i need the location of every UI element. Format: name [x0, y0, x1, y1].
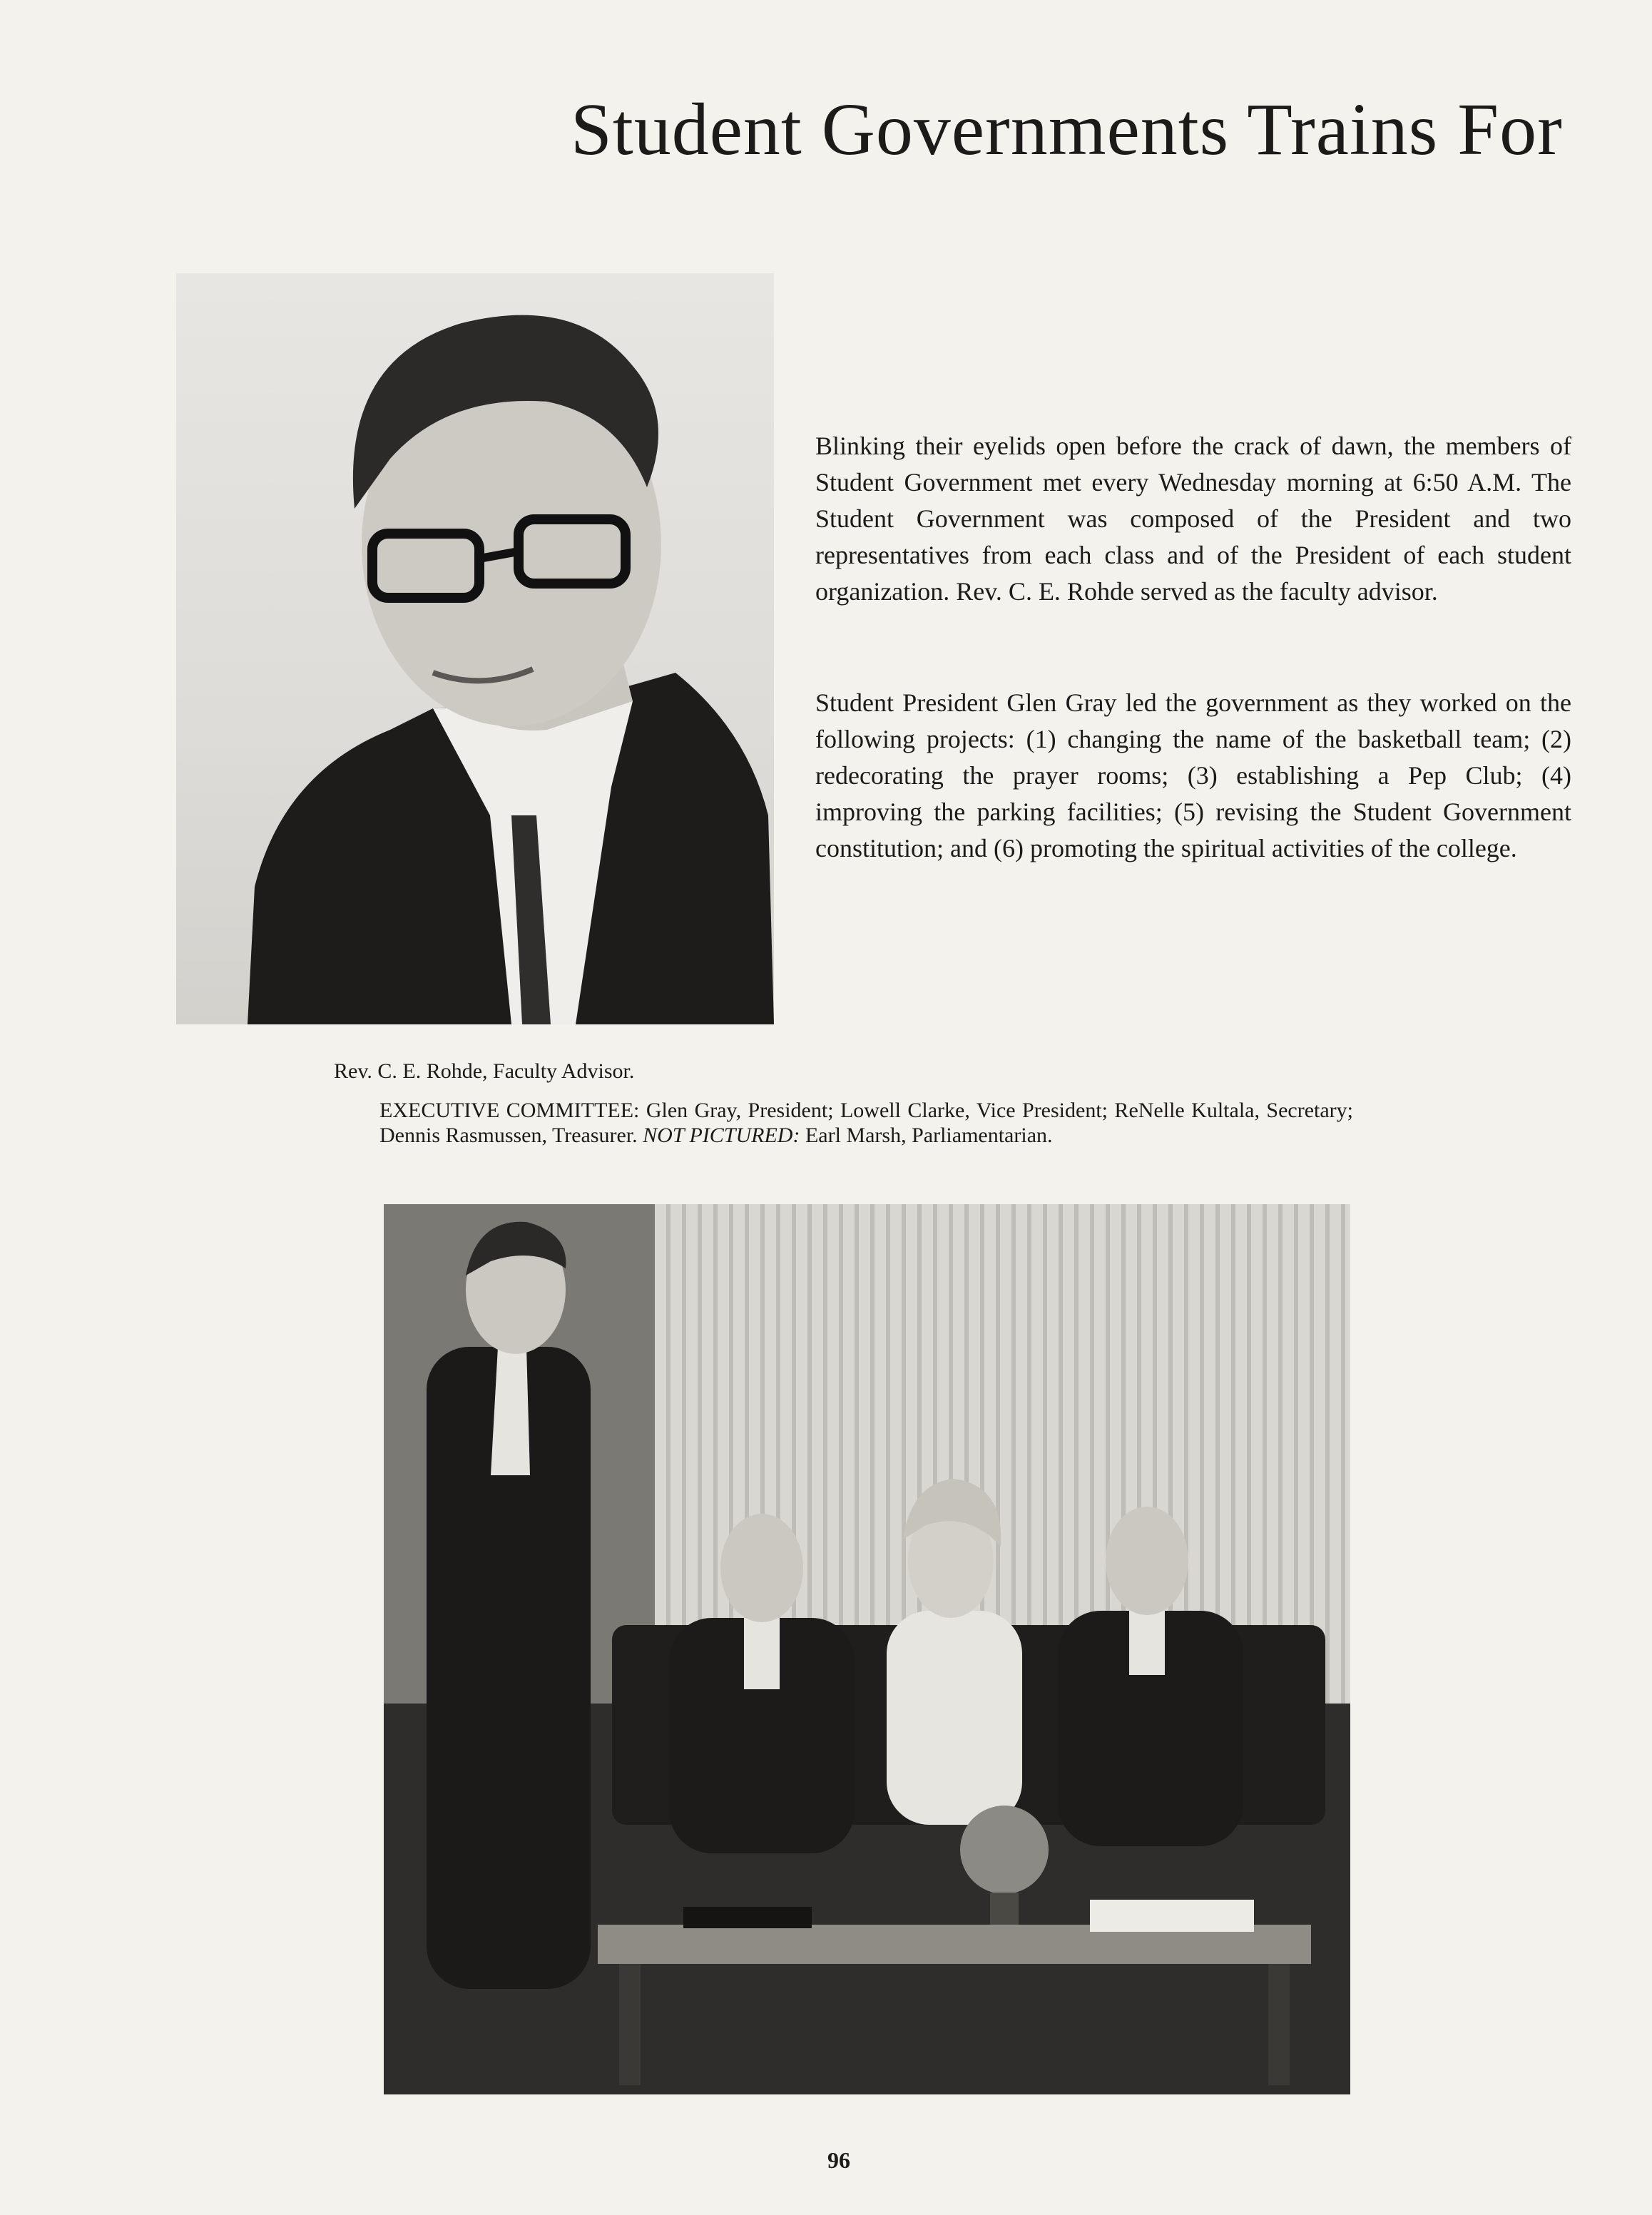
- committee-caption: [379, 1098, 1353, 1148]
- article-paragraph-1: Blinking their eyelids open before the crack of dawn, the members of Student Government met every Wednesday morning at 6:50 A.M. The Student Government was composed of the President and two representatives from each class and of the President of each student organization. Rev. C. E. Rohde served as the faculty advisor.: [815, 432, 1571, 606]
- executive-committee-photo: [384, 1204, 1350, 2094]
- committee-caption-main: EXECUTIVE COMMITTEE: Glen Gray, President; Lowell Clarke, Vice President; ReNelle Kultala, Secretary; Dennis Rasmussen, Treasurer.: [379, 1099, 1353, 1147]
- advisor-portrait-photo: [176, 273, 774, 1024]
- advisor-caption: Rev. C. E. Rohde, Faculty Advisor.: [334, 1059, 635, 1083]
- page-title: Student Governments Trains For: [571, 88, 1563, 170]
- page-number: 96: [827, 2147, 850, 2173]
- article-paragraph-2: Student President Glen Gray led the government as they worked on the following projects: (1) changing the name of the basketball team; (2) redecorating the prayer rooms; (3) establishing a Pep Club; (4) improving the parking facilities; (5) revising the Student Government constitution; and (6) promoting the spiritual activities of the college.: [815, 688, 1571, 862]
- not-pictured-names: Earl Marsh, Parliamentarian.: [805, 1124, 1053, 1147]
- not-pictured-label: NOT PICTURED:: [643, 1124, 800, 1147]
